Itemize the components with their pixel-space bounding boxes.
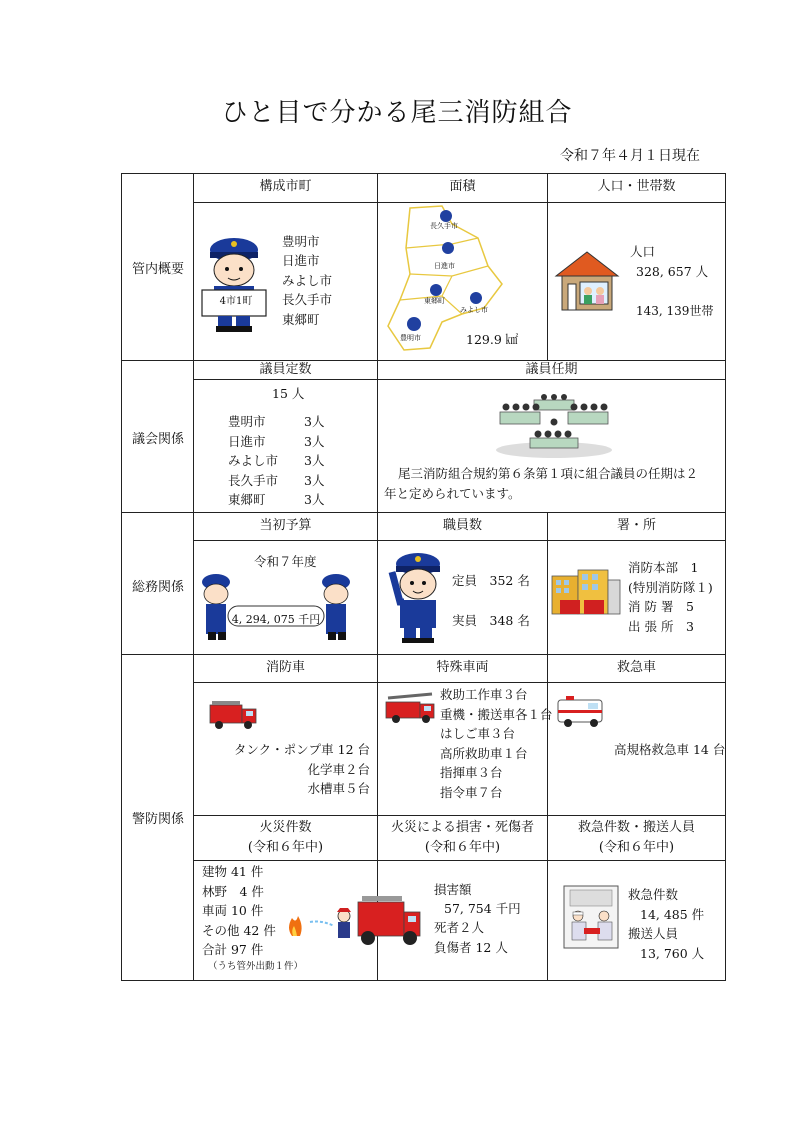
special-vehicle-4: 高所救助車１台 — [440, 746, 528, 761]
firefighting-scene-illustration — [282, 892, 422, 952]
transport-count: 13, 760 人 — [640, 946, 705, 961]
header-emergency-line1: 救急件数・搬送人員 — [577, 820, 695, 835]
fire-station-building-illustration — [550, 566, 622, 616]
emergency-count: 14, 485 件 — [640, 907, 705, 922]
municipality-4: 長久手市 — [282, 292, 333, 307]
header-fires — [194, 818, 377, 858]
header-special-vehicles: 特殊車両 — [436, 660, 489, 675]
special-vehicle-6: 指令車７台 — [440, 785, 503, 800]
special-vehicle-1: 救助工作車３台 — [440, 687, 528, 702]
fire-count-2: 林野 4 件 — [202, 884, 264, 899]
staff-quota: 定員 352 名 — [452, 573, 530, 588]
municipality-5: 東郷町 — [282, 312, 320, 327]
council-city-1: 豊明市 — [228, 414, 266, 429]
population-label: 人口 — [630, 244, 656, 259]
council-term-text-2: 年と定められています。 — [384, 486, 521, 501]
area-value: 129.9 ㎢ — [466, 332, 519, 347]
damage-value: 57, 754 千円 — [444, 901, 521, 916]
council-city-3: みよし市 — [228, 453, 279, 468]
council-count-5: 3人 — [304, 492, 325, 507]
special-vehicle-5: 指揮車３台 — [440, 765, 503, 780]
staff-actual: 実員 348 名 — [452, 613, 530, 628]
fire-count-3: 車両 10 件 — [202, 903, 264, 918]
council-term-text-1: 尾三消防組合規約第６条第１項に組合議員の任期は２ — [398, 466, 699, 481]
firefighter-holding-sign-illustration — [200, 234, 270, 334]
header-damage-line1: 火災による損害・死傷者 — [390, 820, 534, 835]
header-budget: 当初予算 — [259, 518, 312, 533]
section-label-keibo: 警防関係 — [131, 812, 184, 827]
map-label-togo: 東郷町 — [424, 297, 445, 305]
households-value: 143, 139世帯 — [636, 304, 714, 318]
firefighters-holding-banner-illustration — [196, 572, 356, 642]
fire-count-total: 合計 97 件 — [202, 942, 264, 957]
section-label-kannai: 管内概要 — [131, 262, 184, 277]
station-1: 消防本部 1 — [628, 560, 699, 575]
header-fires-line1: 火災件数 — [259, 820, 312, 835]
header-ambulances: 救急車 — [616, 660, 656, 675]
map-label-nagakute: 長久手市 — [430, 222, 458, 230]
budget-year: 令和７年度 — [254, 554, 317, 569]
fire-truck-icon — [208, 699, 258, 729]
council-count-1: 3人 — [304, 414, 325, 429]
council-total: 15 人 — [272, 386, 305, 401]
fire-truck-3: 水槽車５台 — [307, 781, 370, 796]
injuries: 負傷者 12 人 — [434, 940, 508, 955]
header-fires-line2: (令和６年中) — [247, 840, 324, 855]
ambulance-icon — [556, 694, 606, 728]
fire-truck-1: タンク・ポンプ車 12 台 — [233, 742, 370, 757]
council-meeting-illustration — [494, 394, 614, 458]
header-stations: 署・所 — [616, 518, 656, 533]
header-municipalities: 構成市町 — [259, 179, 312, 194]
fire-count-1: 建物 41 件 — [202, 864, 264, 879]
special-vehicle-2: 重機・搬送車各１台 — [440, 707, 553, 722]
council-city-5: 東郷町 — [228, 492, 266, 507]
municipality-2: 日進市 — [282, 253, 320, 268]
map-label-toyoake: 豊明市 — [400, 334, 421, 342]
section-label-gikai: 議会関係 — [131, 432, 184, 447]
header-area: 面積 — [449, 179, 476, 194]
fire-truck-2: 化学車２台 — [307, 762, 370, 777]
population-value: 328, 657 人 — [636, 264, 709, 279]
transport-label: 搬送人員 — [628, 926, 679, 941]
page-title: ひと目で分かる尾三消防組合 — [221, 98, 573, 128]
header-damage-line2: (令和６年中) — [424, 840, 501, 855]
council-count-4: 3人 — [304, 473, 325, 488]
header-fire-trucks: 消防車 — [265, 660, 305, 675]
ambulance-crew-illustration — [562, 882, 622, 952]
map-label-miyoshi: みよし市 — [460, 306, 488, 314]
council-count-3: 3人 — [304, 453, 325, 468]
fire-count-note: （うち管外出動１件） — [208, 961, 304, 972]
emergency-count-label: 救急件数 — [628, 887, 679, 902]
saluting-firefighter-illustration — [386, 552, 450, 644]
as-of-date: 令和７年４月１日現在 — [560, 148, 700, 164]
budget-value: 4, 294, 075 千円 — [231, 613, 321, 626]
header-council-term: 議員任期 — [525, 362, 578, 377]
station-3: 消 防 署 5 — [628, 599, 694, 614]
damage-label: 損害額 — [434, 882, 472, 897]
special-vehicle-3: はしご車３台 — [440, 726, 516, 741]
council-city-2: 日進市 — [228, 434, 266, 449]
header-staff: 職員数 — [442, 518, 482, 533]
fire-count-4: その他 42 件 — [202, 923, 276, 938]
ladder-truck-icon — [384, 690, 438, 724]
council-city-4: 長久手市 — [228, 473, 279, 488]
municipality-1: 豊明市 — [282, 234, 320, 249]
house-illustration — [554, 250, 620, 312]
header-council-seats: 議員定数 — [259, 362, 312, 377]
header-emergency-line2: (令和６年中) — [598, 840, 675, 855]
station-4: 出 張 所 3 — [628, 619, 694, 634]
sign-text: 4市1町 — [219, 296, 253, 307]
deaths: 死者２人 — [434, 920, 485, 935]
map-label-nisshin: 日進市 — [434, 262, 455, 270]
ambulance-count: 高規格救急車 14 台 — [614, 742, 726, 757]
header-population: 人口・世帯数 — [597, 179, 676, 194]
municipality-3: みよし市 — [282, 273, 333, 288]
section-label-somu: 総務関係 — [131, 580, 184, 595]
header-damage — [378, 818, 547, 858]
station-2: (特別消防隊１) — [628, 580, 713, 595]
header-emergency — [548, 818, 725, 858]
council-count-2: 3人 — [304, 434, 325, 449]
summary-table — [121, 173, 726, 981]
